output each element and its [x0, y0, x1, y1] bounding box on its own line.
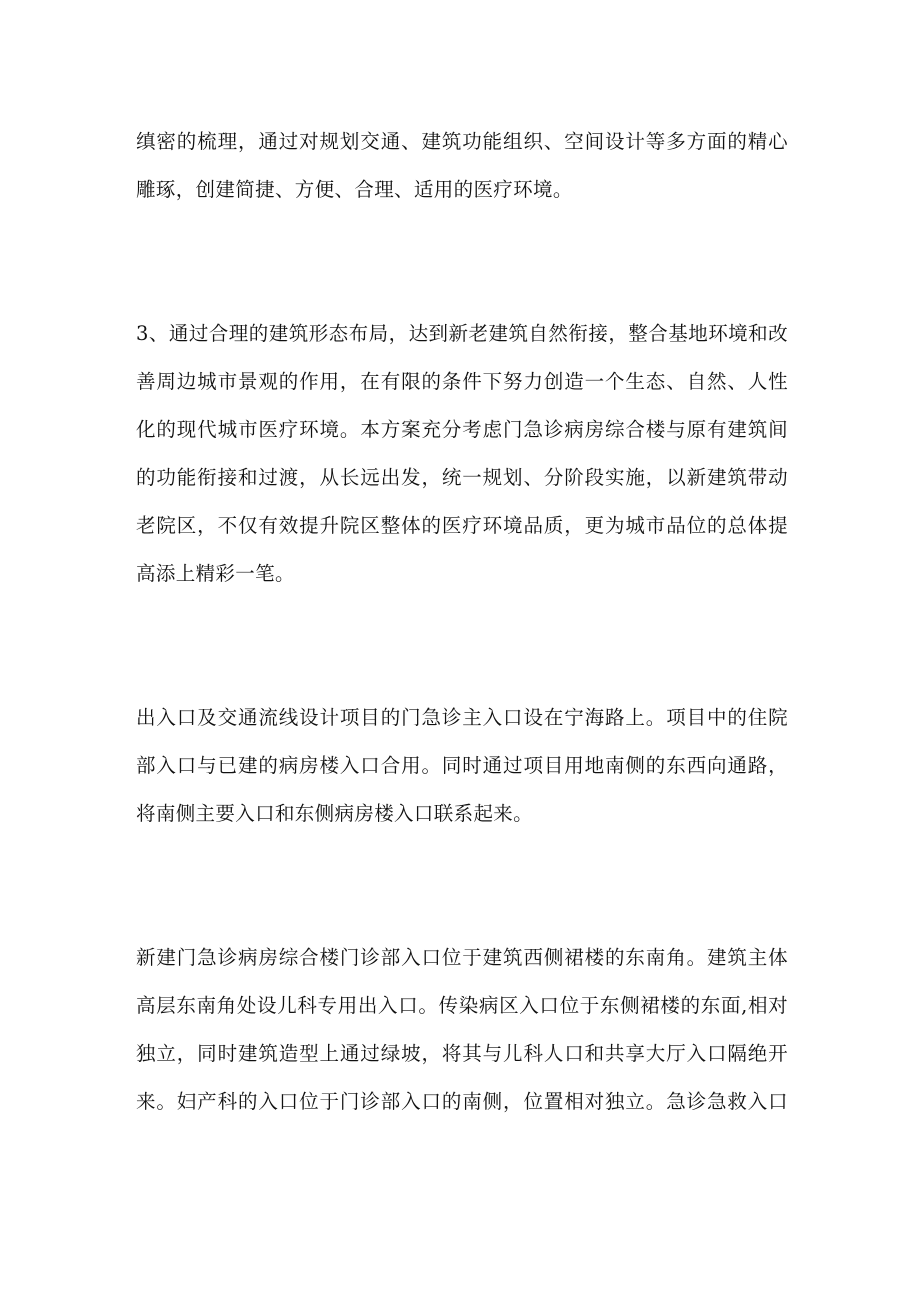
- paragraph-line: 独立，同时建筑造型上通过绿坡，将其与儿科人口和共享大厅入口隔绝开: [136, 1042, 788, 1065]
- paragraph-line: 来。妇产科的入口位于门诊部入口的南侧，位置相对独立。急诊急救入口: [136, 1090, 788, 1113]
- paragraph-line: 善周边城市景观的作用，在有限的条件下努力创造一个生态、自然、人性: [136, 370, 788, 393]
- paragraph-3: [136, 694, 788, 838]
- paragraph-4: [136, 934, 788, 1126]
- paragraph-line: 部入口与已建的病房楼入口合用。同时通过项目用地南侧的东西向通路，: [136, 754, 788, 777]
- paragraph-line: 化的现代城市医疗环境。本方案充分考虑门急诊病房综合楼与原有建筑间: [136, 418, 788, 441]
- paragraph-line: 高层东南角处设儿科专用出入口。传染病区入口位于东侧裙楼的东面,相对: [136, 994, 788, 1017]
- paragraph-line: 新建门急诊病房综合楼门诊部入口位于建筑西侧裙楼的东南角。建筑主体: [136, 946, 788, 969]
- paragraph-2: [136, 310, 788, 598]
- paragraph-1: [136, 118, 788, 214]
- paragraph-line: 将南侧主要入口和东侧病房楼入口联系起来。: [136, 802, 534, 825]
- paragraph-line: 出入口及交通流线设计项目的门急诊主入口设在宁海路上。项目中的住院: [136, 706, 788, 729]
- paragraph-line: 高添上精彩一笔。: [136, 562, 295, 585]
- paragraph-line: 缜密的梳理，通过对规划交通、建筑功能组织、空间设计等多方面的精心: [136, 130, 788, 153]
- paragraph-line: 老院区，不仅有效提升院区整体的医疗环境品质，更为城市品位的总体提: [136, 514, 788, 537]
- paragraph-line: 雕琢，创建简捷、方便、合理、适用的医疗环境。: [136, 178, 573, 201]
- paragraph-line: 的功能衔接和过渡，从长远出发，统一规划、分阶段实施，以新建筑带动: [136, 466, 788, 489]
- paragraph-line: 3、通过合理的建筑形态布局，达到新老建筑自然衔接，整合基地环境和改: [136, 322, 788, 345]
